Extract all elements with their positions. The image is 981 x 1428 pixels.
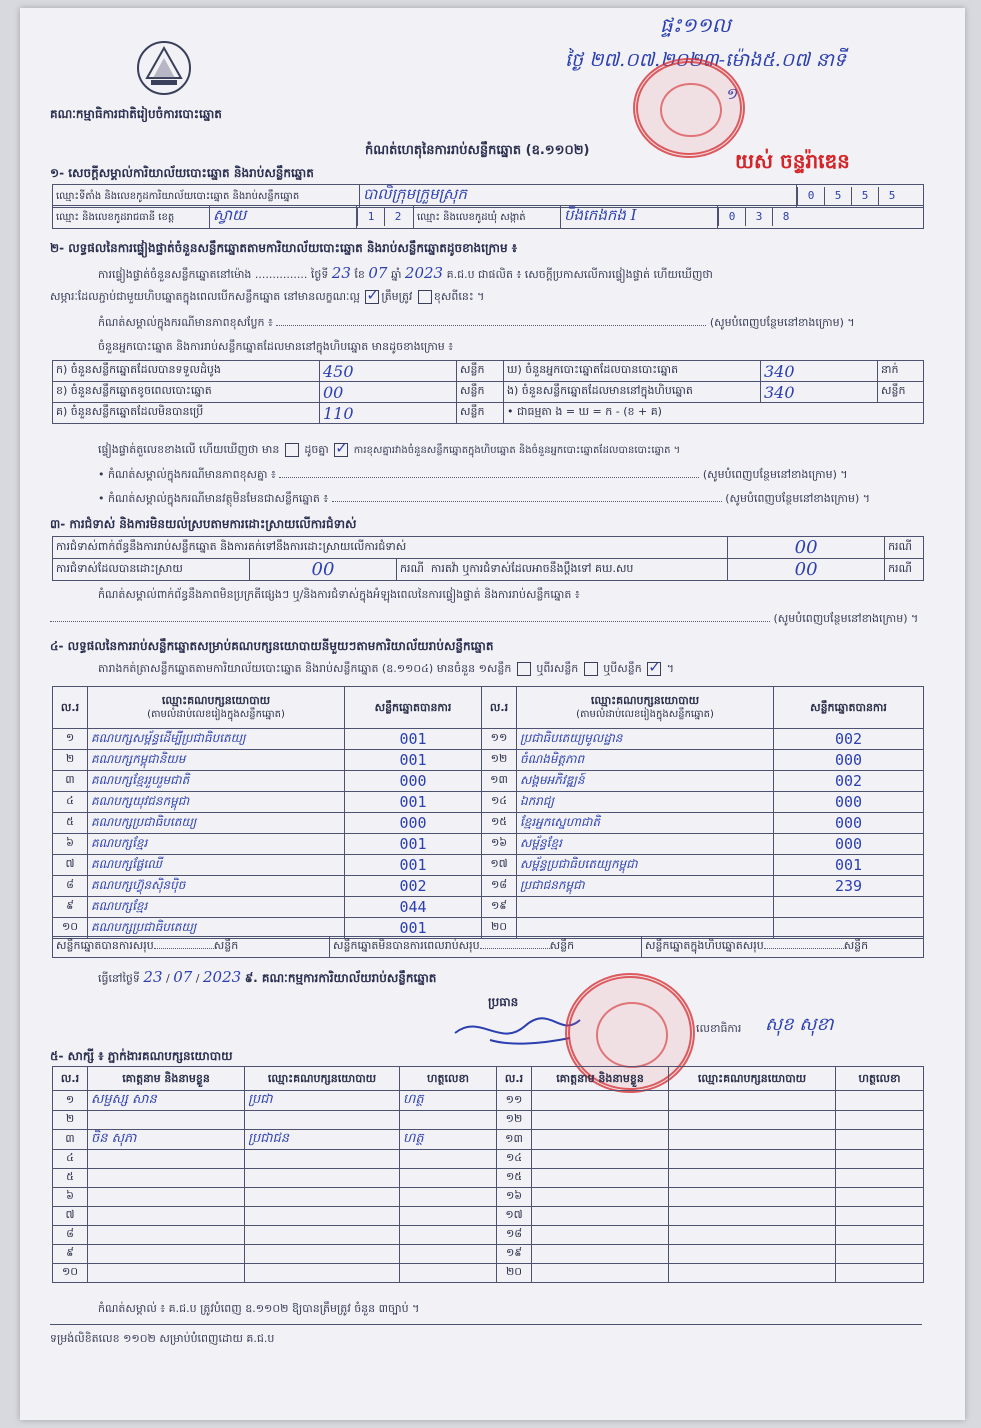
- committee-name: គណៈកម្មាធិការជាតិរៀបចំការបោះឆ្នោត: [50, 107, 222, 121]
- party-number: ២: [65, 752, 75, 765]
- table-row: [53, 897, 924, 918]
- witness-row: [53, 1169, 924, 1188]
- s2-note2: ចំនួនអ្នកបោះឆ្នោត និងការរាប់សន្លឹកឆ្នោតដែលមាននៅក្នុងហិបឆ្នោត មានដូចខាងក្រោម ៖: [98, 340, 454, 353]
- vote-results-table: ល.រ ឈ្មោះគណបក្សនយោបាយ (តាមលំដាប់លេខរៀងក្នុងសន្លឹកឆ្នោត) សន្លឹកឆ្នោតបានការ ល.រ ឈ្មោះគណបក្សនយោបាយ (តាមលំដាប់លេខរៀងក្នុងសន្លឹកឆ្នោត) សន្លឹកឆ្នោតបានការ ១ គណបក្សសម្ព័ន្ធដើម្បីប្រជាធិបតេយ្យ 001 ១១ ប្រជាធិបតេយ្យមូលដ្ឋាន 002 ២ គណបក្សកម្ពុជានិយម 001 ១២ ចំណងមិត្តភាព 000 ៣ គណបក្សខ្មែររួបរួមជាតិ 000 ១៣ សង្គមអភិវឌ្ឍន៍ 002 ៤ គណបក្សយុវជនកម្ពុជា 001 ១៤ ឯករាជ្យ 000 ៥ គណបក្សប្រជាធិបតេយ្យ 000 ១៥ ខ្មែរអ្នកស្នេហាជាតិ 000 ៦ គណបក្សខ្មែរ 001 ១៦ សម្ព័ន្ធខ្មែរ 000 ៧ គណបក្សផ្លែឈើ 001 ១៧ សម្ព័ន្ធប្រជាធិបតេយ្យកម្ពុជា 001 ៨ គណបក្សហ៊្វុនស៊ិនប៉ិច 002 ១៨ ប្រជាជនកម្ពុជា 239 ៩ គណបក្សខ្មែរ 044 ១៩ ១០ គណបក្សប្រជាធិបតេយ្យ 001 ២០: [52, 686, 924, 939]
- party-votes: 002: [399, 877, 427, 895]
- party-votes: 000: [834, 793, 863, 811]
- s1-row2b-code: 0 3 8: [718, 206, 924, 229]
- witness-number: ៧: [65, 1208, 75, 1221]
- party-number: ១៣: [490, 773, 508, 786]
- checkbox-difference[interactable]: [285, 443, 299, 457]
- party-votes: 001: [399, 793, 427, 811]
- witness-name: សម្ផស្ស សាន: [91, 1092, 157, 1107]
- table-row: [53, 729, 924, 750]
- footer-text: ទម្រង់លិខិតលេខ ១១០២ សម្រាប់បំពេញដោយ គ.ជ.ប: [50, 1332, 275, 1345]
- witness-number: ៥: [66, 1170, 74, 1183]
- witness-row: [53, 1111, 924, 1130]
- witness-number: ៨: [66, 1227, 74, 1240]
- witness-row: [53, 1150, 924, 1169]
- s1-row2-value: ស្វាយ: [210, 206, 357, 229]
- party-name: សម្ព័ន្ធខ្មែរ: [520, 836, 562, 850]
- section2-title: ២- លទ្ធផលនៃការផ្ទៀងផ្ទាត់ចំនួនសន្លឹកឆ្នោតតាមការិយាល័យបោះឆ្នោត និងរាប់សន្លឹកឆ្នោតដូចខាងក្រោម ៖: [50, 241, 518, 255]
- party-name: សម្ព័ន្ធប្រជាធិបតេយ្យកម្ពុជា: [520, 857, 638, 871]
- s1-row1-value: បាលិក្រុមក្រួមស្រុក: [360, 185, 797, 208]
- party-name: គណបក្សប្រជាធិបតេយ្យ: [91, 815, 197, 829]
- count-row: គ) ចំនួនសន្លឹកឆ្នោតដែលមិនបានប្រើ 110 សន្លឹក • ជាធម្មតា ង = ឃ = ក - (ខ + គ): [53, 403, 924, 424]
- section3-title: ៣- ការជំទាស់ និងការមិនយល់ស្របតាមការដោះស្រាយលើការជំទាស់: [50, 517, 357, 531]
- section2-counts-table: [52, 360, 924, 424]
- secretary-label: លេខាធិការ: [696, 1022, 742, 1035]
- handwritten-receipt-line3: ១: [725, 84, 738, 103]
- witness-number: ១២: [505, 1112, 523, 1125]
- witness-number: ៤: [66, 1151, 74, 1164]
- table-row: [53, 813, 924, 834]
- party-name: គណបក្សកម្ពុជានិយម: [91, 752, 186, 766]
- s2-bullet1: • កំណត់សម្គាល់ក្នុងករណីមានភាពខុសគ្នា ៖ (សូមបំពេញបន្ថែមនៅខាងក្រោម) ។: [98, 468, 848, 481]
- party-number: ២០: [490, 920, 508, 933]
- party-number: ៣: [65, 773, 75, 786]
- handwritten-receipt-line2: ថ្ងៃ ២៧.០៧.២០២៣-ម៉ោង៥.០៧ នាទី: [565, 49, 846, 71]
- table-row: [53, 855, 924, 876]
- party-name: ឯករាជ្យ: [520, 794, 555, 808]
- party-votes: 000: [399, 814, 427, 832]
- witness-row: [53, 1188, 924, 1207]
- emblem-icon: [133, 38, 195, 98]
- table-row: [53, 834, 924, 855]
- witness-party: ប្រជា: [248, 1092, 273, 1107]
- party-number: ៩: [66, 899, 74, 912]
- witness-number: ១៧: [505, 1208, 523, 1221]
- s4-intro: តារាងកត់ត្រាសន្លឹកឆ្នោតតាមការិយាល័យបោះឆ្នោត និងរាប់សន្លឹកឆ្នោត (ឧ.១១០៤) មានចំនួន ១សន្លឹក ឬពីរសន្លឹក ឬបីសន្លឹក ✓ ។: [98, 662, 674, 678]
- objections-resolved: 00: [311, 559, 335, 580]
- handwritten-receipt-line1: ផ្ទះ១១ល: [660, 13, 731, 37]
- witness-number: ១១: [505, 1092, 523, 1106]
- party-number: ១២: [490, 752, 508, 765]
- party-name: ប្រជាធិបតេយ្យមូលដ្ឋាន: [520, 731, 623, 745]
- official-stamp-top: [633, 58, 745, 158]
- witness-number: ៣: [65, 1131, 75, 1145]
- party-name: គណបក្សប្រជាធិបតេយ្យ: [91, 920, 197, 934]
- party-name: ប្រជាជនកម្ពុជា: [520, 878, 585, 892]
- objections-appeal: 00: [794, 559, 818, 580]
- witness-number: ១: [65, 1092, 75, 1106]
- table-row: [53, 792, 924, 813]
- checkbox-three-sheets[interactable]: [647, 662, 661, 676]
- s3-note: កំណត់សម្គាល់ពាក់ព័ន្ធនឹងភាពមិនប្រក្រតីផ្សេងៗ ឬ/និងការជំទាស់ក្នុងអំឡុងពេលនៃការផ្ទៀងផ្ទាត់ និងការរាប់សន្លឹកឆ្នោត ៖: [98, 588, 580, 601]
- party-name: គណបក្សហ៊្វុនស៊ិនប៉ិច: [91, 878, 186, 892]
- party-votes: 001: [399, 919, 427, 937]
- footer-rule: [50, 1324, 922, 1325]
- party-number: ១៩: [490, 899, 508, 912]
- witness-row: [53, 1130, 924, 1150]
- party-votes: 001: [834, 856, 863, 874]
- witness-number: ១៦: [505, 1189, 523, 1202]
- party-votes: 001: [399, 835, 427, 853]
- s1-row1-code: 0 5 5 5: [797, 185, 924, 208]
- checkbox-intact[interactable]: [365, 290, 379, 304]
- table-row: [53, 750, 924, 771]
- count-row: ក) ចំនួនសន្លឹកឆ្នោតដែលបានទទួលដំបូង 450 សន្លឹក ឃ) ចំនួនអ្នកបោះឆ្នោតដែលបានបោះឆ្នោត 340 នាក់: [53, 361, 924, 382]
- party-name: គណបក្សខ្មែរ: [91, 836, 148, 850]
- witness-number: ៩: [66, 1246, 74, 1259]
- witness-row: [53, 1226, 924, 1245]
- count-value: 00: [320, 382, 457, 403]
- party-votes: 001: [399, 856, 427, 874]
- party-number: ៧: [65, 857, 75, 870]
- witness-row: [53, 1264, 924, 1283]
- witness-row: [53, 1245, 924, 1264]
- party-number: ១១: [490, 731, 508, 744]
- s2-bullet2: • កំណត់សម្គាល់ក្នុងករណីមានវត្ថុមិនមែនជាសន្លឹកឆ្នោត ៖ (សូមបំពេញបន្ថែមនៅខាងក្រោម) ។: [98, 492, 871, 505]
- party-number: ៨: [66, 878, 74, 891]
- party-votes: 000: [834, 835, 863, 853]
- chair-label: ប្រធាន: [488, 995, 519, 1009]
- party-votes: 002: [834, 772, 863, 790]
- witness-row: [53, 1207, 924, 1226]
- witness-number: ១៨: [505, 1227, 523, 1240]
- party-name: គណបក្សខ្មែរ: [91, 899, 148, 913]
- table-row: [53, 876, 924, 897]
- section1-title: ១- សេចក្ដីសម្គាល់ការិយាល័យបោះឆ្នោត និងរាប់សន្លឹកឆ្នោត: [50, 166, 314, 180]
- party-name: ខ្មែរអ្នកស្នេហាជាតិ: [520, 815, 600, 829]
- section4-title: ៤- លទ្ធផលនៃការរាប់សន្លឹកឆ្នោតសម្រាប់គណបក្សនយោបាយនីមួយៗតាមការិយាល័យរាប់សន្លឹកឆ្នោត: [50, 639, 494, 653]
- count-value: 110: [320, 403, 457, 424]
- party-name: ចំណងមិត្តភាព: [520, 752, 585, 766]
- s4-date-line: ធ្វើនៅថ្ងៃទី 23 / 07 / 2023 ៩. គណៈកម្មការការិយាល័យរាប់សន្លឹកឆ្នោត: [98, 968, 437, 986]
- footnote: កំណត់សម្គាល់ ៖ គ.ជ.ប ត្រូវបំពេញ ឧ.១១០២ ឱ្យបានត្រឹមត្រូវ ចំនួន ៣ច្បាប់ ។: [98, 1302, 420, 1315]
- s1-row2b-value: បឹងកេងកង I: [561, 206, 718, 229]
- s2-compare: ផ្ទៀងផ្ទាត់តួលេខខាងលើ ហើយឃើញថា មាន ដូចគ្នា ✓ ការខុសគ្នារវាងចំនួនសន្លឹកឆ្នោតក្នុងហិបឆ្នោត និងចំនួនអ្នកបោះឆ្នោតដែលបានបោះឆ្នោត ។: [98, 443, 680, 459]
- witness-signature: ហត្ថ: [403, 1131, 424, 1146]
- party-number: ៤: [66, 794, 74, 807]
- s2-note1: កំណត់សម្គាល់ក្នុងករណីមានភាពខុសប្លែក ៖ (សូមបំពេញបន្ថែមនៅខាងក្រោម) ។: [98, 316, 855, 329]
- witness-signature: ហត្ថ: [403, 1092, 424, 1107]
- party-name: គណបក្សយុវជនកម្ពុជា: [91, 794, 190, 808]
- party-votes: 044: [399, 898, 427, 916]
- checkbox-one-sheet[interactable]: [517, 662, 531, 676]
- party-name: គណបក្សខ្មែររួបរួមជាតិ: [91, 773, 190, 787]
- party-number: ១៨: [490, 878, 508, 891]
- document-page: [20, 8, 965, 1420]
- s2-para2: សម្ភារៈដែលភ្ជាប់ជាមួយហិបឆ្នោតក្នុងពេលបើកសន្លឹកឆ្នោត នៅមានលក្ខណៈល្អ ✓ ត្រឹមត្រូវ ខុសពីនេះ ។: [50, 290, 484, 306]
- witness-number: ២: [65, 1112, 75, 1125]
- party-number: ១៥: [490, 815, 508, 828]
- witness-table: ល.រ គោត្តនាម និងនាមខ្លួន ឈ្មោះគណបក្សនយោបាយ ហត្ថលេខា ល.រ គោត្តនាម និងនាមខ្លួន ឈ្មោះគណបក្សនយោបាយ ហត្ថលេខា ១ សម្ផស្ស សាន ប្រជា ហត្ថ ១១ ២ ១២ ៣ ចិន សុភា ប្រជាជន ហត្ថ ១៣ ៤ ១៤ ៥ ១៥ ៦ ១៦ ៧ ១៧ ៨ ១៨ ៩ ១៩ ១០ ២០: [52, 1066, 924, 1283]
- count-value: 450: [320, 361, 457, 382]
- party-number: ១០: [61, 920, 79, 933]
- witness-row: [53, 1091, 924, 1111]
- section5-title: ៥- សាក្សី ៖ ភ្នាក់ងារគណបក្សនយោបាយ: [50, 1049, 233, 1063]
- red-handwritten-mark: យស់ ចន្ទរ៉ាឌេន: [735, 149, 850, 173]
- s1-row2b-label: ឈ្មោះ និងលេខកូដឃុំ សង្កាត់: [414, 206, 561, 229]
- party-name: គណបក្សផ្លែឈើ: [91, 857, 162, 871]
- party-name: គណបក្សសម្ព័ន្ធដើម្បីប្រជាធិបតេយ្យ: [91, 731, 246, 745]
- party-votes: 000: [399, 772, 427, 790]
- party-votes: 002: [834, 730, 863, 748]
- count-value: 340: [761, 382, 878, 403]
- party-number: ១៦: [490, 836, 508, 849]
- witness-number: ៦: [66, 1189, 74, 1202]
- witness-number: ២០: [505, 1265, 523, 1278]
- party-number: ៦: [66, 836, 74, 849]
- witness-number: ១០: [61, 1265, 79, 1278]
- section3-table: ការជំទាស់ពាក់ព័ន្ធនឹងការរាប់សន្លឹកឆ្នោត និងការតក់ទៅនឹងការដោះស្រាយលើការជំទាស់ 00 ករណី ការជំទាស់ដែលបានដោះស្រាយ 00 ករណី ការតវ៉ា ឬការជំទាស់ដែលអាចនឹងប្ដឹងទៅ គឃ.សប 00 ករណី: [52, 536, 924, 581]
- s3-note-line: (សូមបំពេញបន្ថែមនៅខាងក្រោម) ។: [50, 612, 922, 628]
- witness-number: ១៤: [505, 1151, 523, 1164]
- count-row: ខ) ចំនួនសន្លឹកឆ្នោតខូចពេលបោះឆ្នោត 00 សន្លឹក ង) ចំនួនសន្លឹកឆ្នោតដែលមាននៅក្នុងហិបឆ្នោត 340 សន្លឹក: [53, 382, 924, 403]
- table-row: [53, 771, 924, 792]
- section1-table-row2: [52, 205, 924, 229]
- party-number: ១៤: [490, 794, 508, 807]
- s2-para1: ការផ្ទៀងផ្ទាត់ចំនួនសន្លឹកឆ្នោតនៅម៉ោង ............... ថ្ងៃទី 23 ខែ 07 ឆ្នាំ 2023 គ.ជ.ប ជាផលិត ៖ សេចក្ដីប្រកាសលើការផ្ទៀងផ្ទាត់ ហើយឃើញថា: [98, 264, 713, 282]
- s1-row1-label: ឈ្មោះទីតាំង និងលេខកូដការិយាល័យបោះឆ្នោត និងរាប់សន្លឹកឆ្នោត: [53, 185, 360, 208]
- witness-party: ប្រជាជន: [248, 1131, 290, 1146]
- party-votes: 001: [399, 730, 427, 748]
- party-number: ១៧: [490, 857, 508, 870]
- checkbox-not-intact[interactable]: [418, 290, 432, 304]
- witness-number: ១៣: [505, 1131, 523, 1145]
- witness-number: ១៥: [505, 1170, 523, 1183]
- checkbox-two-sheets[interactable]: [584, 662, 598, 676]
- witness-name: ចិន សុភា: [91, 1131, 137, 1146]
- count-value: 340: [761, 361, 878, 382]
- party-number: ១: [65, 731, 75, 744]
- party-votes: 001: [399, 751, 427, 769]
- witness-number: ១៩: [505, 1246, 523, 1259]
- vote-totals-table: សន្លឹកឆ្នោតបានការសរុប សន្លឹក សន្លឹកឆ្នោតមិនបានការពេលរាប់សរុប សន្លឹក សន្លឹកឆ្នោតក្នុងហិបឆ្នោតសរុប សន្លឹក: [52, 936, 924, 958]
- party-votes: 239: [834, 877, 863, 895]
- party-name: សង្គមអភិវឌ្ឍន៍: [520, 773, 585, 787]
- s1-row2-label: ឈ្មោះ និងលេខកូដរាជធានី ខេត្ត: [53, 206, 210, 229]
- party-number: ៥: [66, 815, 74, 828]
- party-votes: 000: [834, 814, 863, 832]
- form-title: កំណត់ហេតុនៃការរាប់សន្លឹកឆ្នោត (ឧ.១១០២): [365, 143, 590, 158]
- objections-total: 00: [794, 537, 818, 558]
- party-votes: 000: [834, 751, 863, 769]
- s1-row2-code: 1 2: [357, 206, 414, 229]
- secretary-signature: សុខ សុខា: [765, 1014, 834, 1035]
- checkbox-same[interactable]: [334, 443, 348, 457]
